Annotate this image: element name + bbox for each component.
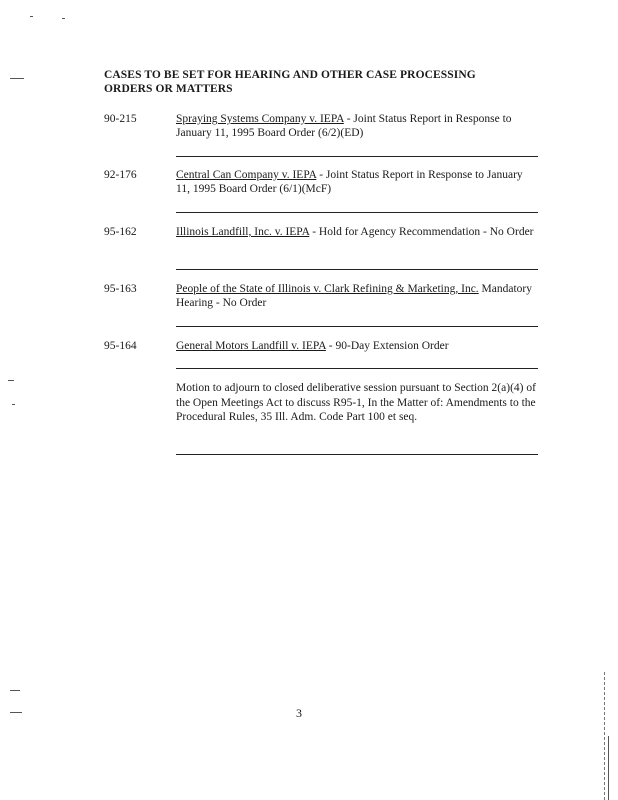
scan-edge-line xyxy=(608,736,609,800)
scan-speck xyxy=(30,16,33,17)
page-number: 3 xyxy=(296,706,302,720)
case-description xyxy=(176,168,538,196)
case-text: Mandatory Hearing - No Order xyxy=(176,283,533,309)
scan-speck xyxy=(10,690,20,691)
scan-speck xyxy=(10,712,22,713)
section-heading xyxy=(104,68,534,96)
case-text: - Joint Status Report in Response to January 11, 1995 Board Order (6/1)(McF) xyxy=(176,169,523,195)
scan-speck xyxy=(10,78,24,79)
case-description xyxy=(176,225,538,239)
case-description xyxy=(176,112,538,140)
case-title: Illinois Landfill, Inc. v. IEPA xyxy=(176,226,310,238)
case-text: - 90-Day Extension Order xyxy=(325,340,449,352)
scan-speck xyxy=(62,18,65,19)
case-number: 95-164 xyxy=(104,340,137,352)
case-description xyxy=(176,282,538,310)
section-heading-line2: ORDERS OR MATTERS xyxy=(104,83,233,95)
divider-line xyxy=(176,326,538,327)
scan-speck xyxy=(12,404,15,405)
case-number: 92-176 xyxy=(104,169,137,181)
case-title: People of the State of Illinois v. Clark Refining & Marketing, Inc. xyxy=(176,283,479,295)
case-number: 95-162 xyxy=(104,226,137,238)
motion-paragraph: Motion to adjourn to closed deliberative session pursuant to Section 2(a)(4) of the Open Meetings Act to discuss R95-1, In the Matter of: Amendments to the Procedural Rules, 35 Ill. Adm. Code Part 100 et seq. xyxy=(176,382,536,423)
case-title: Central Can Company v. IEPA xyxy=(176,169,317,181)
divider-line xyxy=(176,212,538,213)
divider-line xyxy=(176,368,538,369)
divider-line xyxy=(176,269,538,270)
case-text: - Hold for Agency Recommendation - No Order xyxy=(309,226,534,238)
case-number: 90-215 xyxy=(104,113,137,125)
case-number: 95-163 xyxy=(104,283,137,295)
case-title: General Motors Landfill v. IEPA xyxy=(176,340,326,352)
case-title: Spraying Systems Company v. IEPA xyxy=(176,113,344,125)
case-text: - Joint Status Report in Response to January 11, 1995 Board Order (6/2)(ED) xyxy=(176,113,512,139)
scan-edge-line xyxy=(604,672,605,800)
section-heading-line1: CASES TO BE SET FOR HEARING AND OTHER CASE PROCESSING xyxy=(104,69,476,81)
divider-line xyxy=(176,454,538,455)
scan-speck xyxy=(8,380,14,381)
divider-line xyxy=(176,156,538,157)
case-description xyxy=(176,339,538,353)
